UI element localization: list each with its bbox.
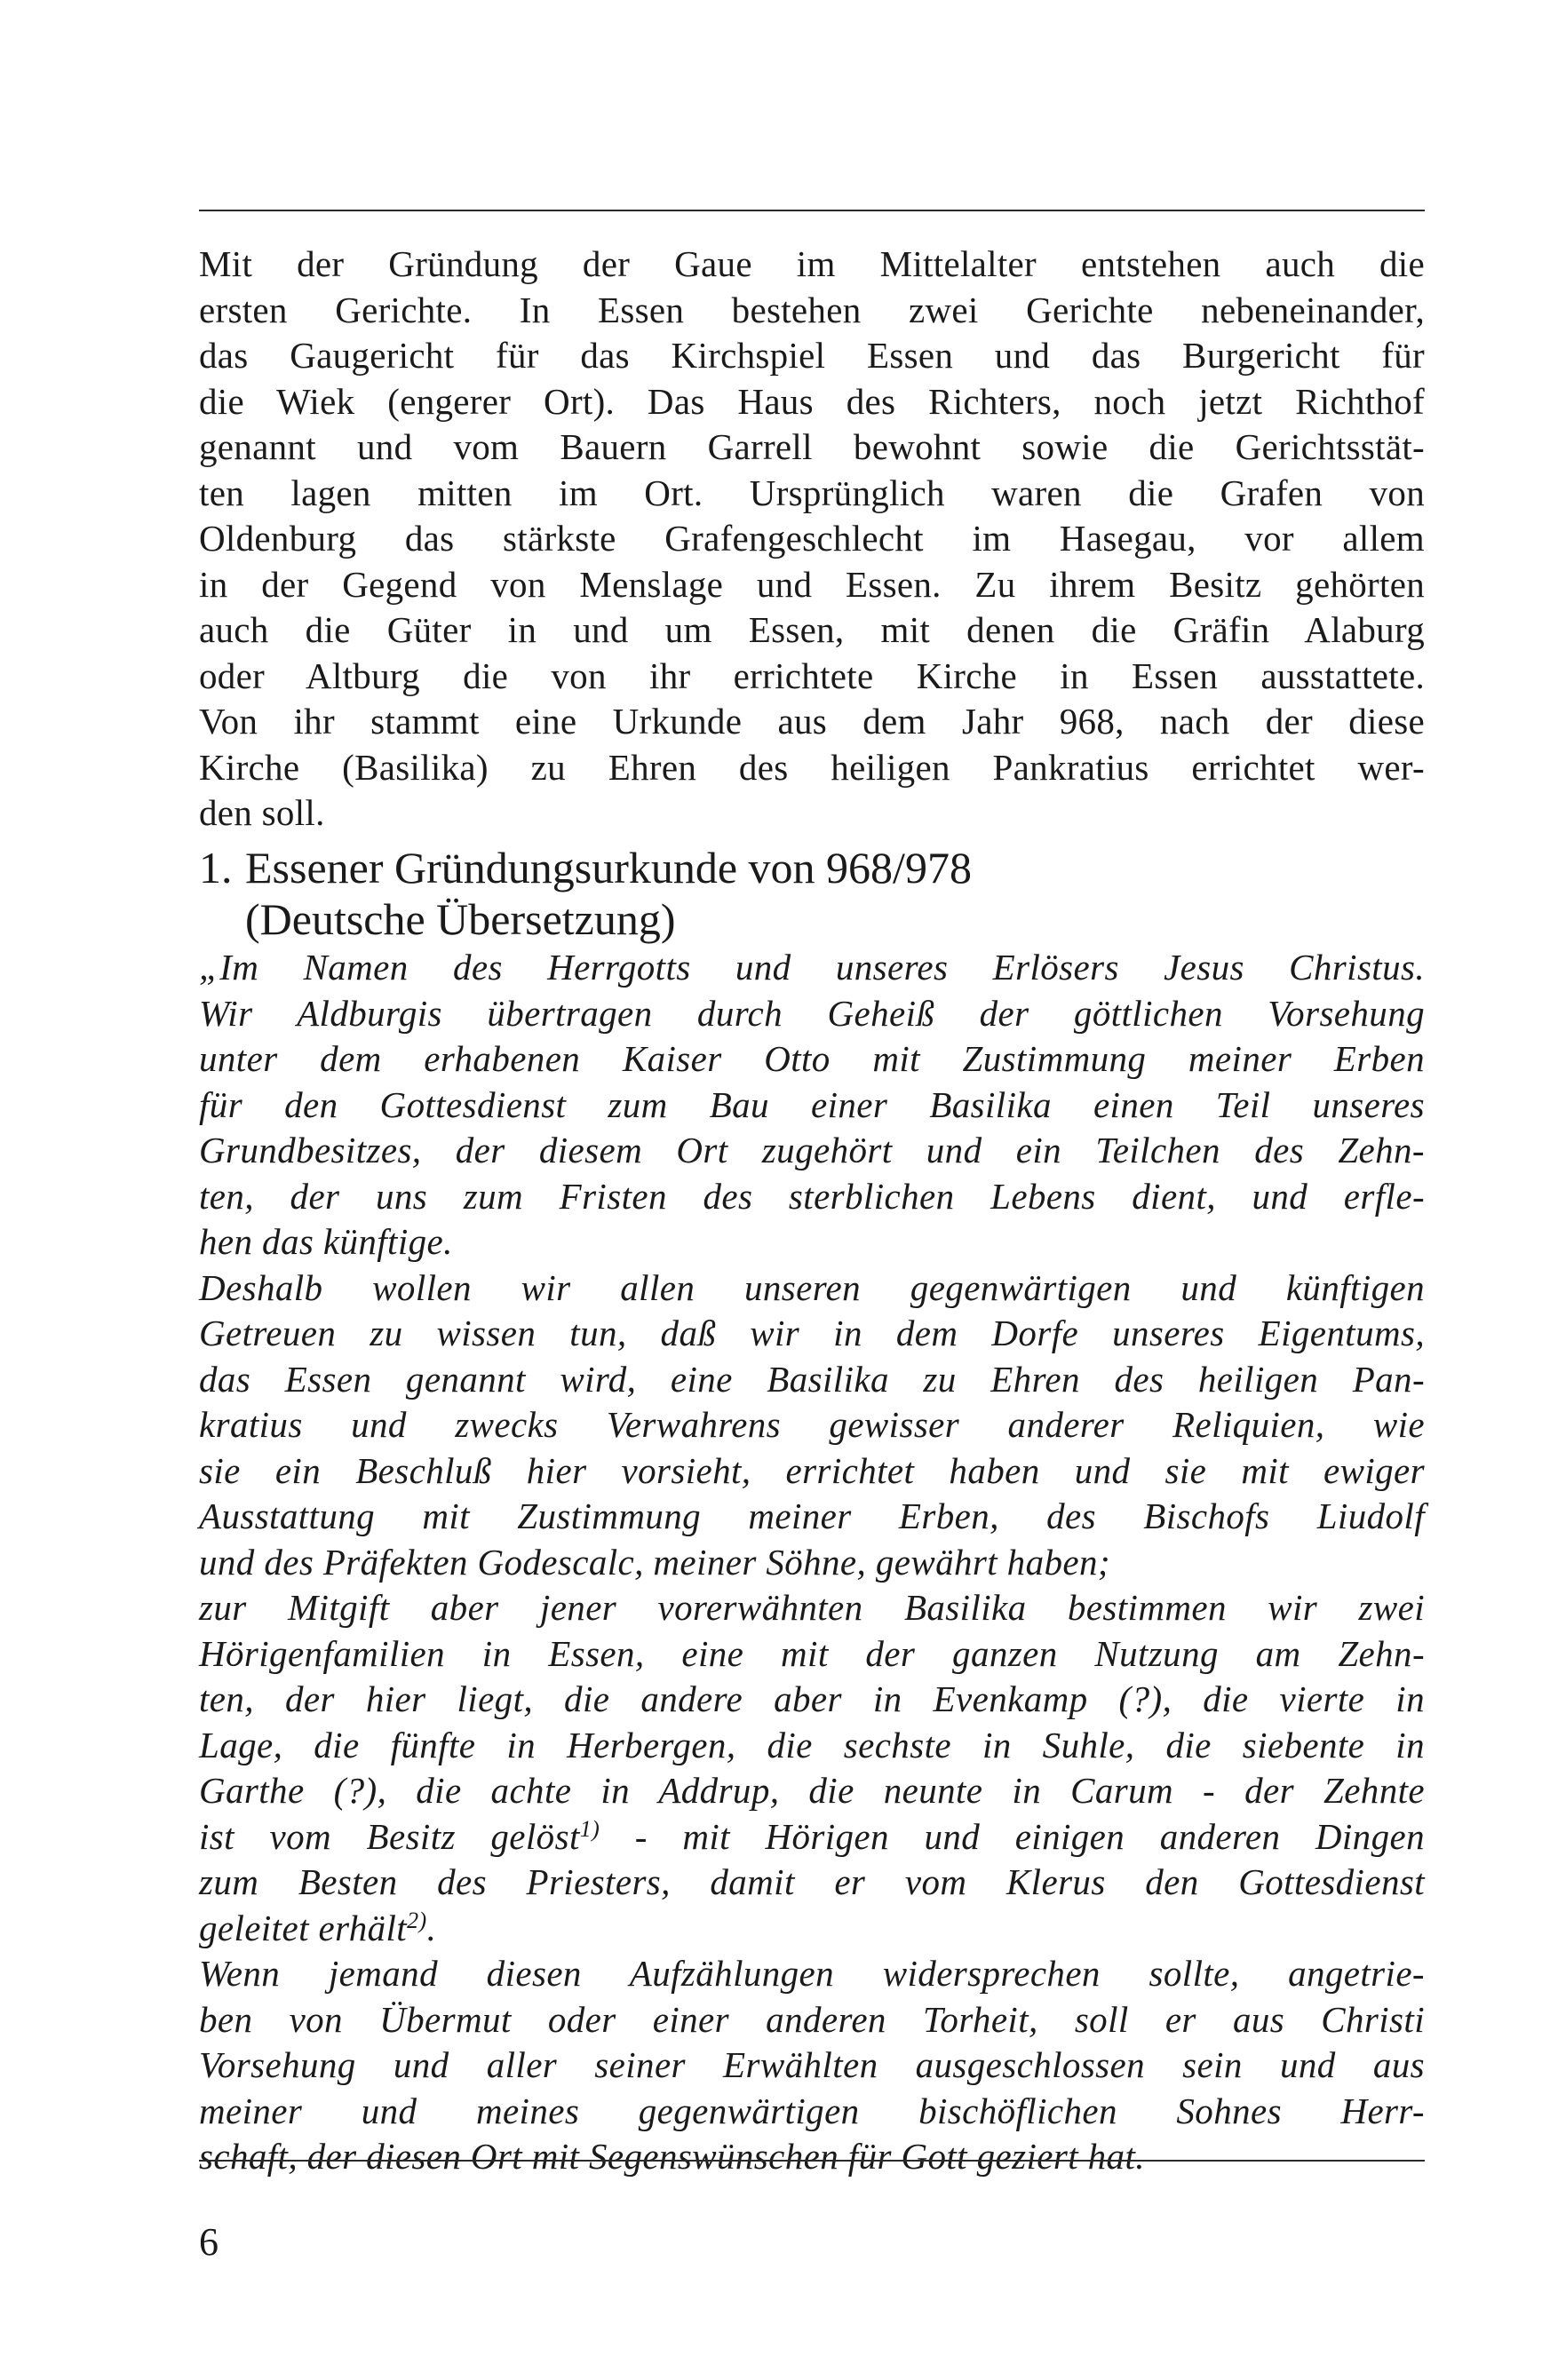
quote-fragment: - mit Hörigen und einigen anderen Dingen [600, 1815, 1425, 1857]
text-line: Von ihr stammt eine Urkunde aus dem Jahr 968, nach der diese [199, 701, 1425, 742]
quote-line-with-footnote [199, 1906, 1425, 1952]
section-heading [199, 842, 1425, 945]
quote-line: unter dem erhabenen Kaiser Otto mit Zustimmung meiner Erben [199, 1038, 1425, 1079]
text-line: ten lagen mitten im Ort. Ursprünglich waren die Grafen von [199, 472, 1425, 513]
quote-line: kratius und zwecks Verwahrens gewisser anderer Reliquien, wie [199, 1404, 1425, 1445]
text-line: auch die Güter in und um Essen, mit denen die Gräfin Alaburg [199, 609, 1425, 650]
quote-line: sie ein Beschluß hier vorsieht, errichtet haben und sie mit ewiger [199, 1449, 1425, 1491]
quote-line: Hörigenfamilien in Essen, eine mit der ganzen Nutzung am Zehn- [199, 1632, 1425, 1674]
text-line: oder Altburg die von ihr errichtete Kirche in Essen ausstattete. [199, 654, 1425, 696]
charter-translation [199, 945, 1425, 2180]
section-title-line2: (Deutsche Übersetzung) [245, 894, 676, 944]
quote-line: ten, der uns zum Fristen des sterblichen Lebens dient, und erfle- [199, 1175, 1425, 1217]
footnote-marker-1: 1) [579, 1815, 600, 1842]
quote-line: für den Gottesdienst zum Bau einer Basilika einen Teil unseres [199, 1083, 1425, 1125]
quote-line: und des Präfekten Godescalc, meiner Söhne, gewährt haben; [199, 1541, 1110, 1583]
quote-line: zur Mitgift aber jener vorerwähnten Basilika bestimmen wir zwei [199, 1587, 1425, 1628]
quote-fragment: ist vom Besitz gelöst [199, 1815, 580, 1857]
intro-paragraph [199, 242, 1425, 837]
quote-fragment: . [426, 1907, 437, 1948]
quote-line: zum Besten des Priesters, damit er vom Klerus den Gottesdienst [199, 1861, 1425, 1902]
text-line: die Wiek (engerer Ort). Das Haus des Richters, noch jetzt Richthof [199, 380, 1425, 422]
text-line: Oldenburg das stärkste Grafengeschlecht im Hasegau, vor allem [199, 518, 1425, 559]
text-line: in der Gegend von Menslage und Essen. Zu ihrem Besitz gehörten [199, 563, 1425, 605]
quote-line: hen das künftige. [199, 1221, 453, 1262]
quote-line: Garthe (?), die achte in Addrup, die neunte in Carum - der Zehnte [199, 1770, 1425, 1811]
quote-line: das Essen genannt wird, eine Basilika zu Ehren des heiligen Pan- [199, 1358, 1425, 1400]
text-line: Kirche (Basilika) zu Ehren des heiligen Pankratius errichtet wer- [199, 746, 1425, 788]
document-page [199, 0, 1425, 2380]
bottom-rule [199, 2160, 1425, 2162]
quote-fragment: geleitet erhält [199, 1907, 408, 1948]
section-title-line1: Essener Gründungsurkunde von 968/978 [245, 843, 972, 892]
quote-line: ben von Übermut oder einer anderen Torheit, soll er aus Christi [199, 1998, 1425, 2040]
quote-line: ten, der hier liegt, die andere aber in Evenkamp (?), die vierte in [199, 1678, 1425, 1719]
quote-line-with-footnote [199, 1814, 1425, 1860]
quote-line: Grundbesitzes, der diesem Ort zugehört und ein Teilchen des Zehn- [199, 1130, 1425, 1170]
top-rule [199, 210, 1425, 211]
quote-line: meiner und meines gegenwärtigen bischöflichen Sohnes Herr- [199, 2090, 1425, 2131]
text-line: ersten Gerichte. In Essen bestehen zwei Gerichte nebeneinander, [199, 289, 1425, 330]
section-number: 1. [199, 843, 233, 892]
quote-line: schaft, der diesen Ort mit Segenswünschen für Gott geziert hat. [199, 2136, 1145, 2177]
footnote-marker-2: 2) [407, 1907, 427, 1933]
quote-line: Wir Aldburgis übertragen durch Geheiß der göttlichen Vorsehung [199, 992, 1425, 1034]
text-line: den soll. [199, 792, 325, 833]
quote-line: Getreuen zu wissen tun, daß wir in dem Dorfe unseres Eigentums, [199, 1313, 1425, 1353]
quote-line: Deshalb wollen wir allen unseren gegenwärtigen und künftigen [199, 1266, 1425, 1308]
quote-line: „Im Namen des Herrgotts und unseres Erlösers Jesus Christus. [199, 947, 1425, 988]
text-line: genannt und vom Bauern Garrell bewohnt sowie die Gerichtsstät- [199, 426, 1425, 467]
quote-line: Lage, die fünfte in Herbergen, die sechste in Suhle, die siebente in [199, 1724, 1425, 1765]
quote-line: Ausstattung mit Zustimmung meiner Erben, des Bischofs Liudolf [199, 1495, 1425, 1536]
text-line: Mit der Gründung der Gaue im Mittelalter entstehen auch die [199, 243, 1425, 284]
page-number: 6 [199, 2220, 219, 2264]
quote-line: Wenn jemand diesen Aufzählungen widersprechen sollte, angetrie- [199, 1953, 1425, 1994]
quote-line: Vorsehung und aller seiner Erwählten ausgeschlossen sein und aus [199, 2044, 1425, 2085]
text-line: das Gaugericht für das Kirchspiel Essen und das Burgericht für [199, 335, 1425, 376]
